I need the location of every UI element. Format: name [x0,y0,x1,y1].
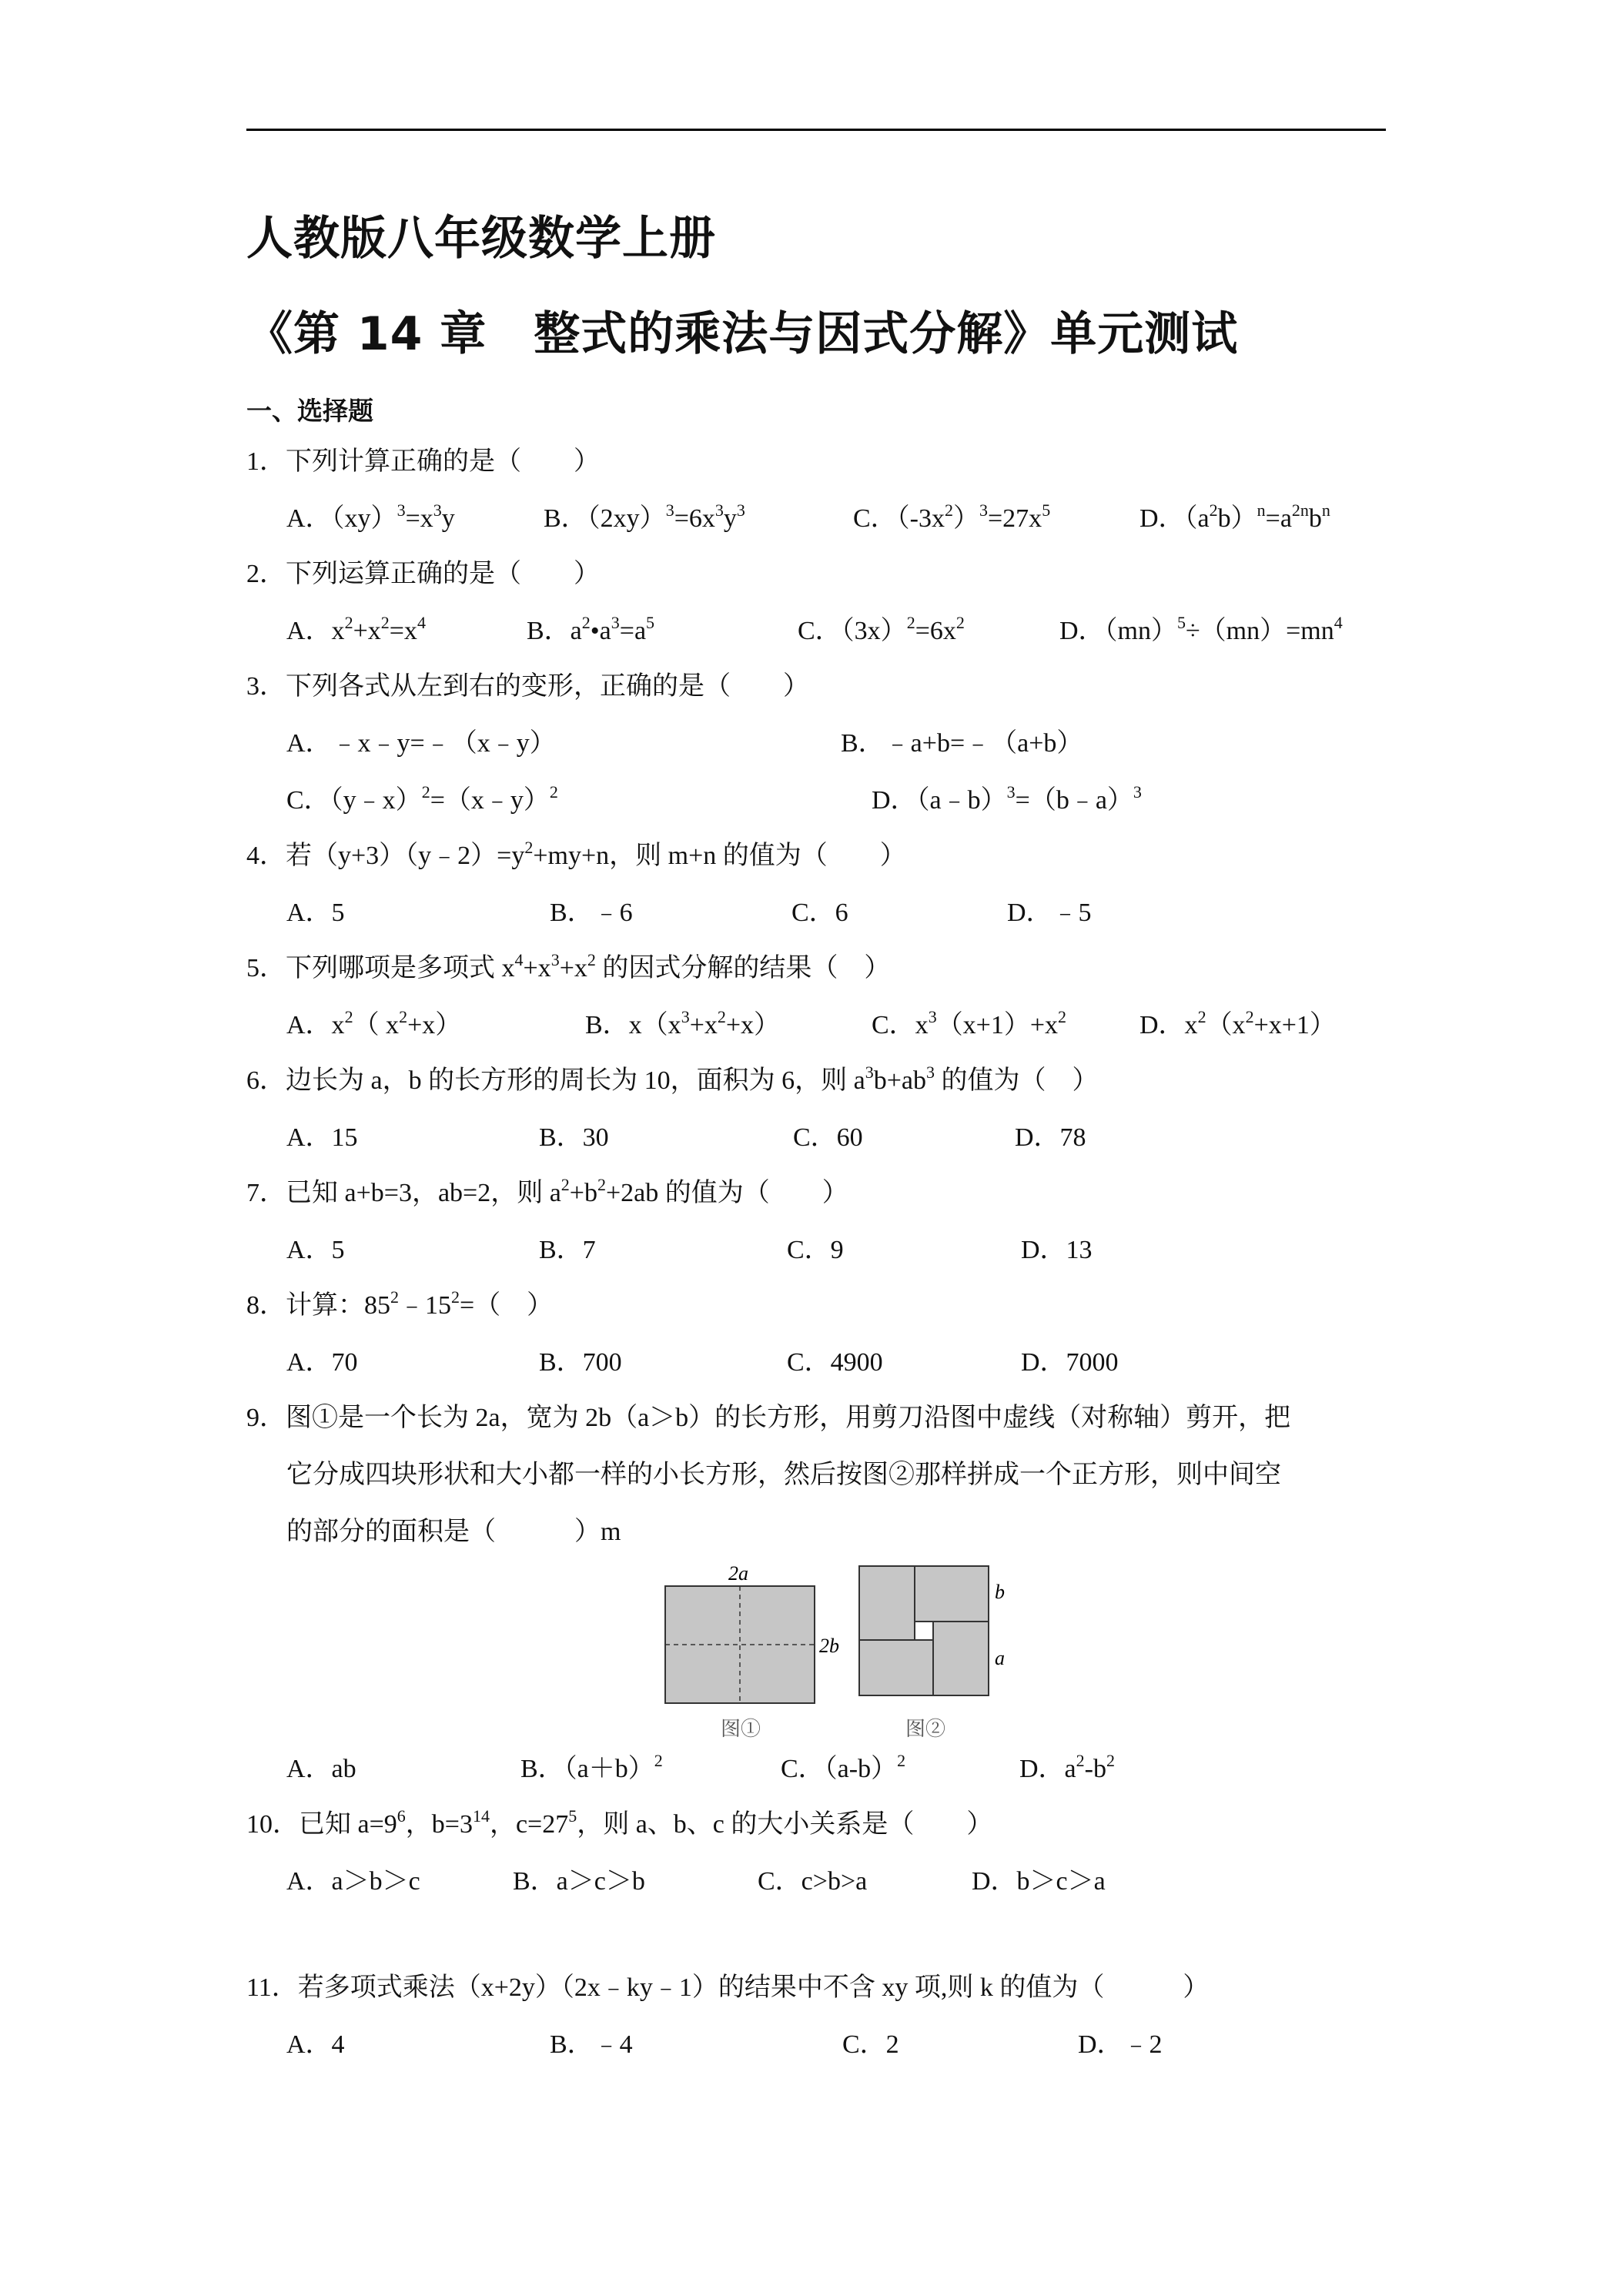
question-2-option-b: B．$a^2•a^3=a^5$ [527,613,655,645]
figure-1-caption: 图① [721,1718,761,1740]
question-11-stem: 11．若多项式乘法（x+2y）（2x﹣ky﹣1）的结果中不含 xy 项,则 k 的值为（ ） [246,1973,1210,2002]
figure-1-label-2b: 2b [819,1635,839,1657]
question-1-option-d: D．$(a^2b)^n=a^{2n}b^n$ [1139,500,1330,533]
question-6-option-b: B．30 [539,1123,609,1152]
question-2-option-a: A．$x^2+x^2=x^4$ [286,613,426,645]
question-6-option-a: A．15 [286,1123,358,1152]
question-7-option-c: C．9 [787,1236,844,1264]
question-4-stem: 4．若$(y+3)(y﹣2)=y^2+my+n$，则 m+n 的值为（ ） [246,838,906,870]
question-6-option-d: D．78 [1015,1123,1086,1152]
question-3-option-d: D．（a﹣b）$^3$=（b﹣a）$^3$ [872,782,1142,815]
question-2-option-d: D．$(mn)^5\div(mn)=mn^4$ [1059,613,1343,645]
question-10-option-b: B．a＞c＞b [513,1867,645,1896]
figure-1-label-2a: 2a [728,1562,748,1585]
question-1-option-a: A．$(xy)^3=x^3y$ [286,500,455,533]
question-8-option-d: D．7000 [1021,1348,1119,1377]
question-7-option-d: D．13 [1021,1236,1093,1264]
document-subtitle: 《第 14 章 整式的乘法与因式分解》单元测试 [246,307,1239,361]
question-1-stem: 1．下列计算正确的是（ ） [246,447,600,476]
question-8-stem: 8．计算：$85^2﹣15^2=$（ ） [246,1287,554,1320]
question-3-option-a: A．﹣x﹣y=﹣（x﹣y） [286,729,556,758]
question-1-option-b: B．$(2xy)^3=6x^3y^3$ [544,500,745,533]
question-11-option-d: D．﹣2 [1078,2030,1163,2059]
question-4-option-b: B．﹣6 [550,899,633,927]
question-9-option-a: A．ab [286,1755,356,1783]
question-10-option-a: A．a＞b＞c [286,1867,420,1896]
question-7-stem: 7．已知 a+b=3，ab=2，则 $a^2+b^2+2ab$ 的值为（ ） [246,1175,848,1207]
question-6-stem: 6．边长为 a，b 的长方形的周长为 10，面积为 6，则 $a^3b+ab^3$ 的值为（ ） [246,1063,1099,1095]
question-9-option-b: B．$(a+b)^2$ [520,1751,663,1783]
figure-2-piece-2 [915,1566,989,1622]
figure-2-piece-3 [933,1622,989,1695]
question-7-option-b: B．7 [539,1236,596,1264]
question-9-line-1: 9．图①是一个长为 2a，宽为 2b（a＞b）的长方形，用剪刀沿图中虚线（对称轴）剪开，把 [246,1404,1291,1432]
question-1-option-c: C．$(-3x^2)^3=27x^5$ [853,500,1051,533]
question-5-option-c: C．$x^3(x+1)+x^2$ [872,1007,1067,1039]
figure-2-label-a: a [995,1647,1005,1669]
header-rule [246,129,1386,131]
question-3-option-b: B．﹣a+b=﹣（a+b） [841,729,1083,758]
figure-2-center-hole [915,1622,933,1640]
question-11-option-a: A．4 [286,2030,345,2059]
question-8-option-b: B．700 [539,1348,622,1377]
question-2-option-c: C．$(3x)^2=6x^2$ [798,613,965,645]
question-8-option-a: A．70 [286,1348,358,1377]
question-5-option-d: D．$x^2(x^2+x+1)$ [1139,1007,1336,1039]
question-7-option-a: A．5 [286,1236,345,1264]
question-9-option-c: C．$(a-b)^2$ [781,1751,906,1783]
question-5-stem: 5．下列哪项是多项式 $x^4+x^3+x^2$ 的因式分解的结果（ ） [246,950,891,982]
question-9-line-3: 的部分的面积是（ ）m [286,1518,621,1546]
question-3-option-c: C．（y﹣x）$^2$=（x﹣y）$^2$ [286,782,558,815]
question-10-option-c: C．c>b>a [758,1867,868,1896]
document-title: 人教版八年级数学上册 [246,212,716,266]
question-4-option-a: A．5 [286,899,345,927]
question-2-stem: 2．下列运算正确的是（ ） [246,560,600,588]
question-5-option-a: A．$x^2$（ $x^2+x$） [286,1007,462,1039]
question-11-option-c: C．2 [842,2030,899,2059]
figure-2-label-b: b [995,1581,1005,1603]
question-6-option-c: C．60 [793,1123,863,1152]
question-9-figure [647,1558,1032,1743]
figure-2-caption: 图② [905,1718,946,1740]
figure-2-piece-4 [859,1640,933,1695]
question-4-option-d: D．﹣5 [1007,899,1092,927]
question-11-option-b: B．﹣4 [550,2030,633,2059]
question-10-stem: 10．已知 $a=9^6$，$b=3^{14}$，$c=27^5$，则 a、b、c 的大小关系是（ ） [246,1806,993,1839]
question-3-stem: 3．下列各式从左到右的变形，正确的是（ ） [246,672,809,701]
figure-2-piece-1 [859,1566,915,1640]
question-9-option-d: D．$a^2-b^2$ [1019,1751,1115,1783]
question-10-option-d: D．b＞c＞a [972,1867,1106,1896]
question-5-option-b: B．$x(x^3+x^2+x)$ [585,1007,781,1039]
question-8-option-c: C．4900 [787,1348,883,1377]
section-heading: 一、选择题 [246,396,373,426]
question-4-option-c: C．6 [791,899,848,927]
question-9-line-2: 它分成四块形状和大小都一样的小长方形，然后按图②那样拼成一个正方形，则中间空 [286,1461,1281,1489]
